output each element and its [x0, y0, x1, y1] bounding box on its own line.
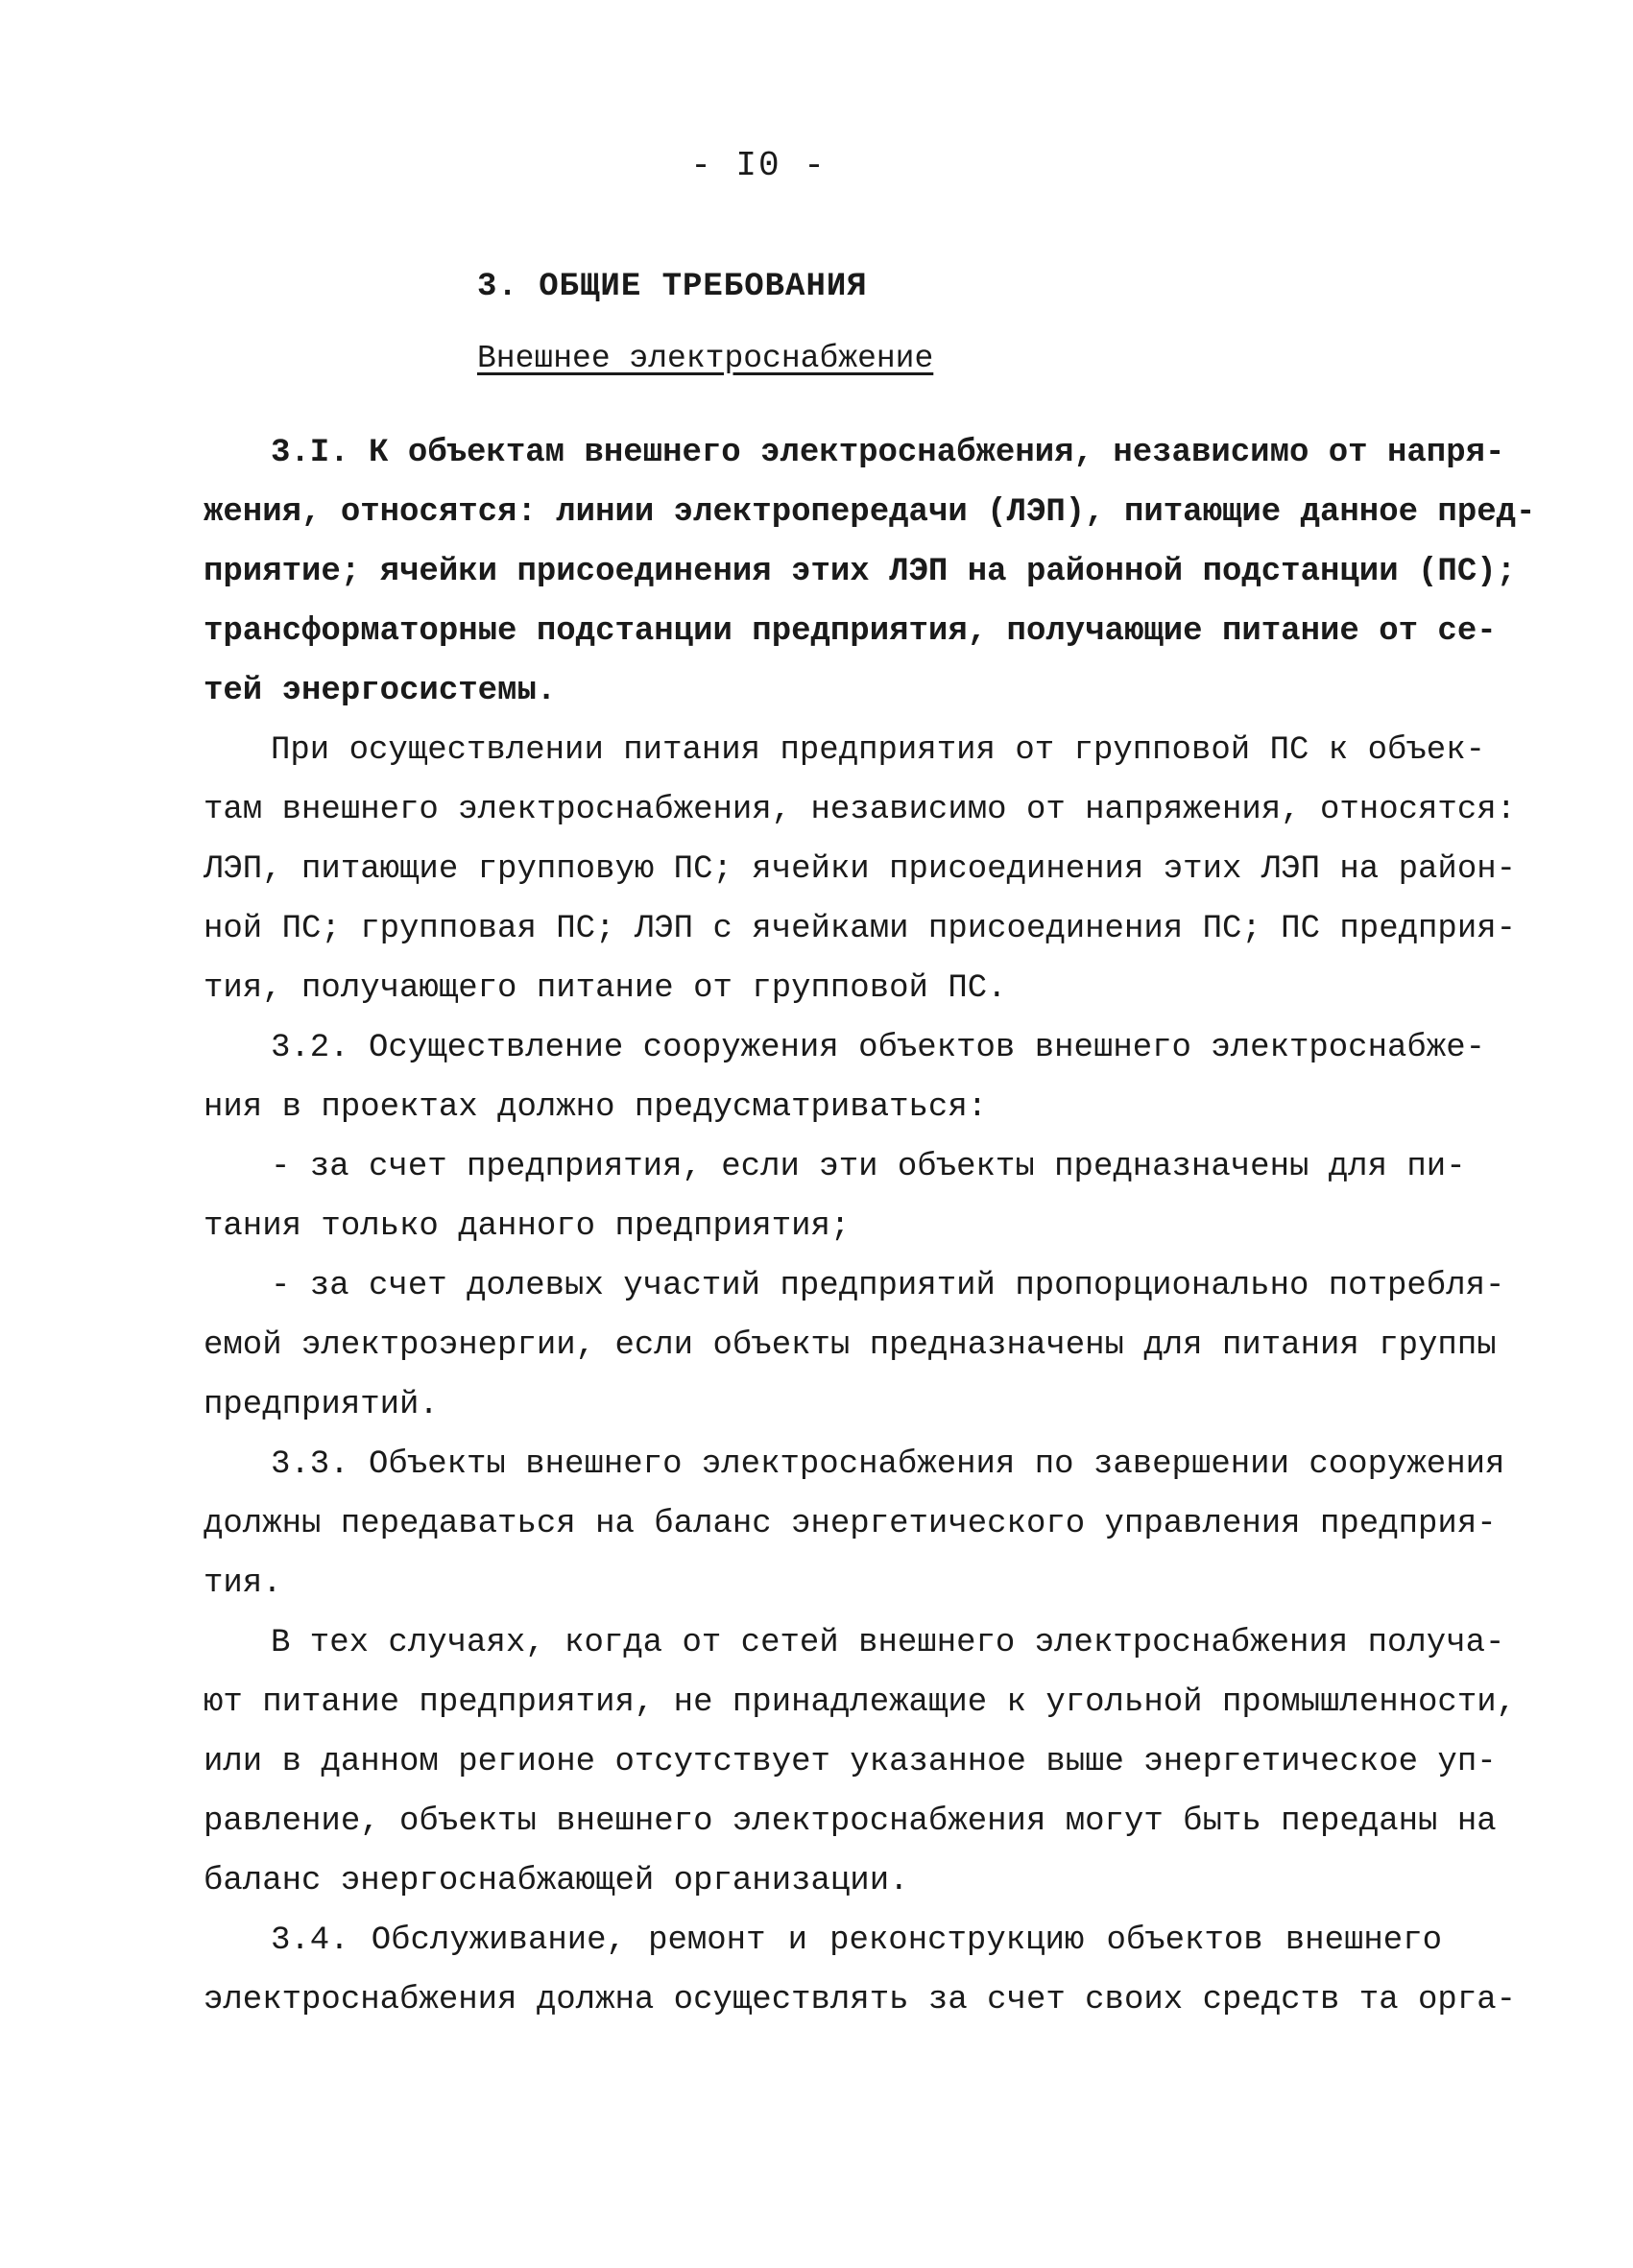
text-line: должны передаваться на баланс энергетического управления предприя-: [204, 1506, 1497, 1542]
text-line: равление, объекты внешнего электроснабжения могут быть переданы на: [204, 1803, 1497, 1840]
text-line: тей энергосистемы.: [204, 673, 557, 709]
text-line: баланс энергоснабжающей организации.: [204, 1863, 909, 1899]
text-line: ния в проектах должно предусматриваться:: [204, 1089, 988, 1126]
page-number: - I0 -: [690, 146, 827, 185]
subsection-title: Внешнее электроснабжение: [477, 341, 934, 376]
text-line: 3.4. Обслуживание, ремонт и реконструкцию объектов внешнего: [271, 1922, 1442, 1959]
text-line: электроснабжения должна осуществлять за счет своих средств та орга-: [204, 1982, 1517, 2018]
section-title: 3. ОБЩИЕ ТРЕБОВАНИЯ: [477, 269, 868, 305]
text-line: В тех случаях, когда от сетей внешнего электроснабжения получа-: [271, 1625, 1505, 1661]
text-line: жения, относятся: линии электропередачи (ЛЭП), питающие данное пред-: [204, 494, 1536, 531]
text-line: тания только данного предприятия;: [204, 1208, 851, 1245]
text-line: - за счет предприятия, если эти объекты предназначены для пи-: [271, 1149, 1466, 1185]
text-line: приятие; ячейки присоединения этих ЛЭП на районной подстанции (ПС);: [204, 554, 1517, 590]
text-line: 3.3. Объекты внешнего электроснабжения по завершении сооружения: [271, 1446, 1505, 1483]
text-line: ной ПС; групповая ПС; ЛЭП с ячейками присоединения ПС; ПС предприя-: [204, 911, 1517, 947]
text-line: тия, получающего питание от групповой ПС.: [204, 970, 1007, 1007]
text-line: 3.2. Осуществление сооружения объектов внешнего электроснабже-: [271, 1030, 1486, 1066]
text-line: трансформаторные подстанции предприятия, получающие питание от се-: [204, 613, 1497, 650]
text-line: тия.: [204, 1565, 282, 1602]
text-line: емой электроэнергии, если объекты предназначены для питания группы: [204, 1327, 1497, 1364]
text-line: При осуществлении питания предприятия от групповой ПС к объек-: [271, 732, 1486, 769]
text-line: там внешнего электроснабжения, независимо от напряжения, относятся:: [204, 792, 1517, 828]
text-line: или в данном регионе отсутствует указанное выше энергетическое уп-: [204, 1744, 1497, 1780]
text-line: ют питание предприятия, не принадлежащие к угольной промышленности,: [204, 1684, 1517, 1721]
text-line: 3.I. К объектам внешнего электроснабжения, независимо от напря-: [271, 435, 1505, 471]
text-line: ЛЭП, питающие групповую ПС; ячейки присоединения этих ЛЭП на район-: [204, 851, 1517, 888]
text-line: - за счет долевых участий предприятий пропорционально потребля-: [271, 1268, 1505, 1304]
text-line: предприятий.: [204, 1387, 439, 1423]
